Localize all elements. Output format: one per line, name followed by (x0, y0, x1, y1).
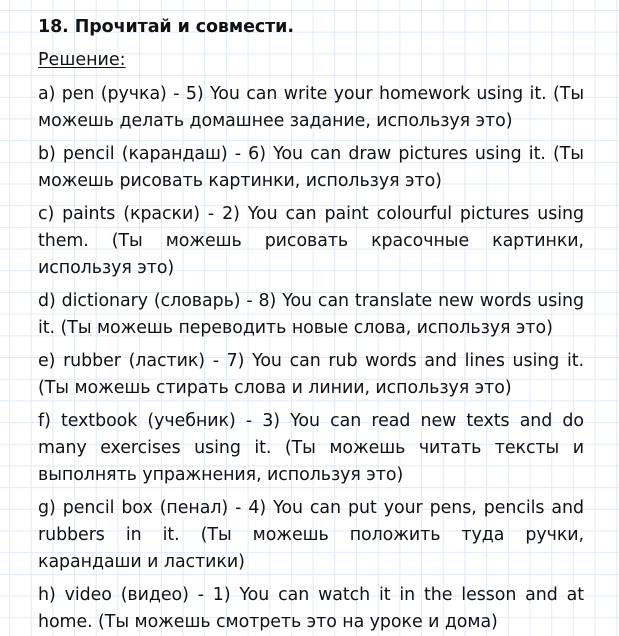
answer-item-c: c) paints (краски) - 2) You can paint colourful pictures using them. (Ты можешь рисовать красочные картинки, используя это) (38, 203, 584, 279)
answer-item-b: b) pencil (карандаш) - 6) You can draw pictures using it. (Ты можешь рисовать картинки, используя это) (38, 143, 584, 192)
solution-label-row (38, 46, 584, 74)
answer-item-g: g) pencil box (пенал) - 4) You can put your pens, pencils and rubbers in it. (Ты можешь положить туда ручки, карандаши и ластики) (38, 497, 584, 573)
answer-item-e: e) rubber (ластик) - 7) You can rub words and lines using it. (Ты можешь стирать слова и линии, используя это) (38, 350, 584, 399)
answer-item-h: h) video (видео) - 1) You can watch it in the lesson and at home. (Ты можешь смотреть это на уроке и дома) (38, 584, 584, 633)
answer-item-f: f) textbook (учебник) - 3) You can read new texts and do many exercises using it. (Ты можешь читать тексты и выполнять упражнения, используя это) (38, 410, 584, 486)
page-title: 18. Прочитай и совмести. (38, 17, 294, 37)
solution-content (38, 14, 584, 636)
answer-list (38, 81, 584, 636)
solution-label: Решение: (38, 50, 126, 70)
answer-item-d: d) dictionary (словарь) - 8) You can translate new words using it. (Ты можешь переводить новые слова, используя это) (38, 290, 584, 339)
answer-item-a: a) pen (ручка) - 5) You can write your homework using it. (Ты можешь делать домашнее задание, используя это) (38, 84, 584, 132)
